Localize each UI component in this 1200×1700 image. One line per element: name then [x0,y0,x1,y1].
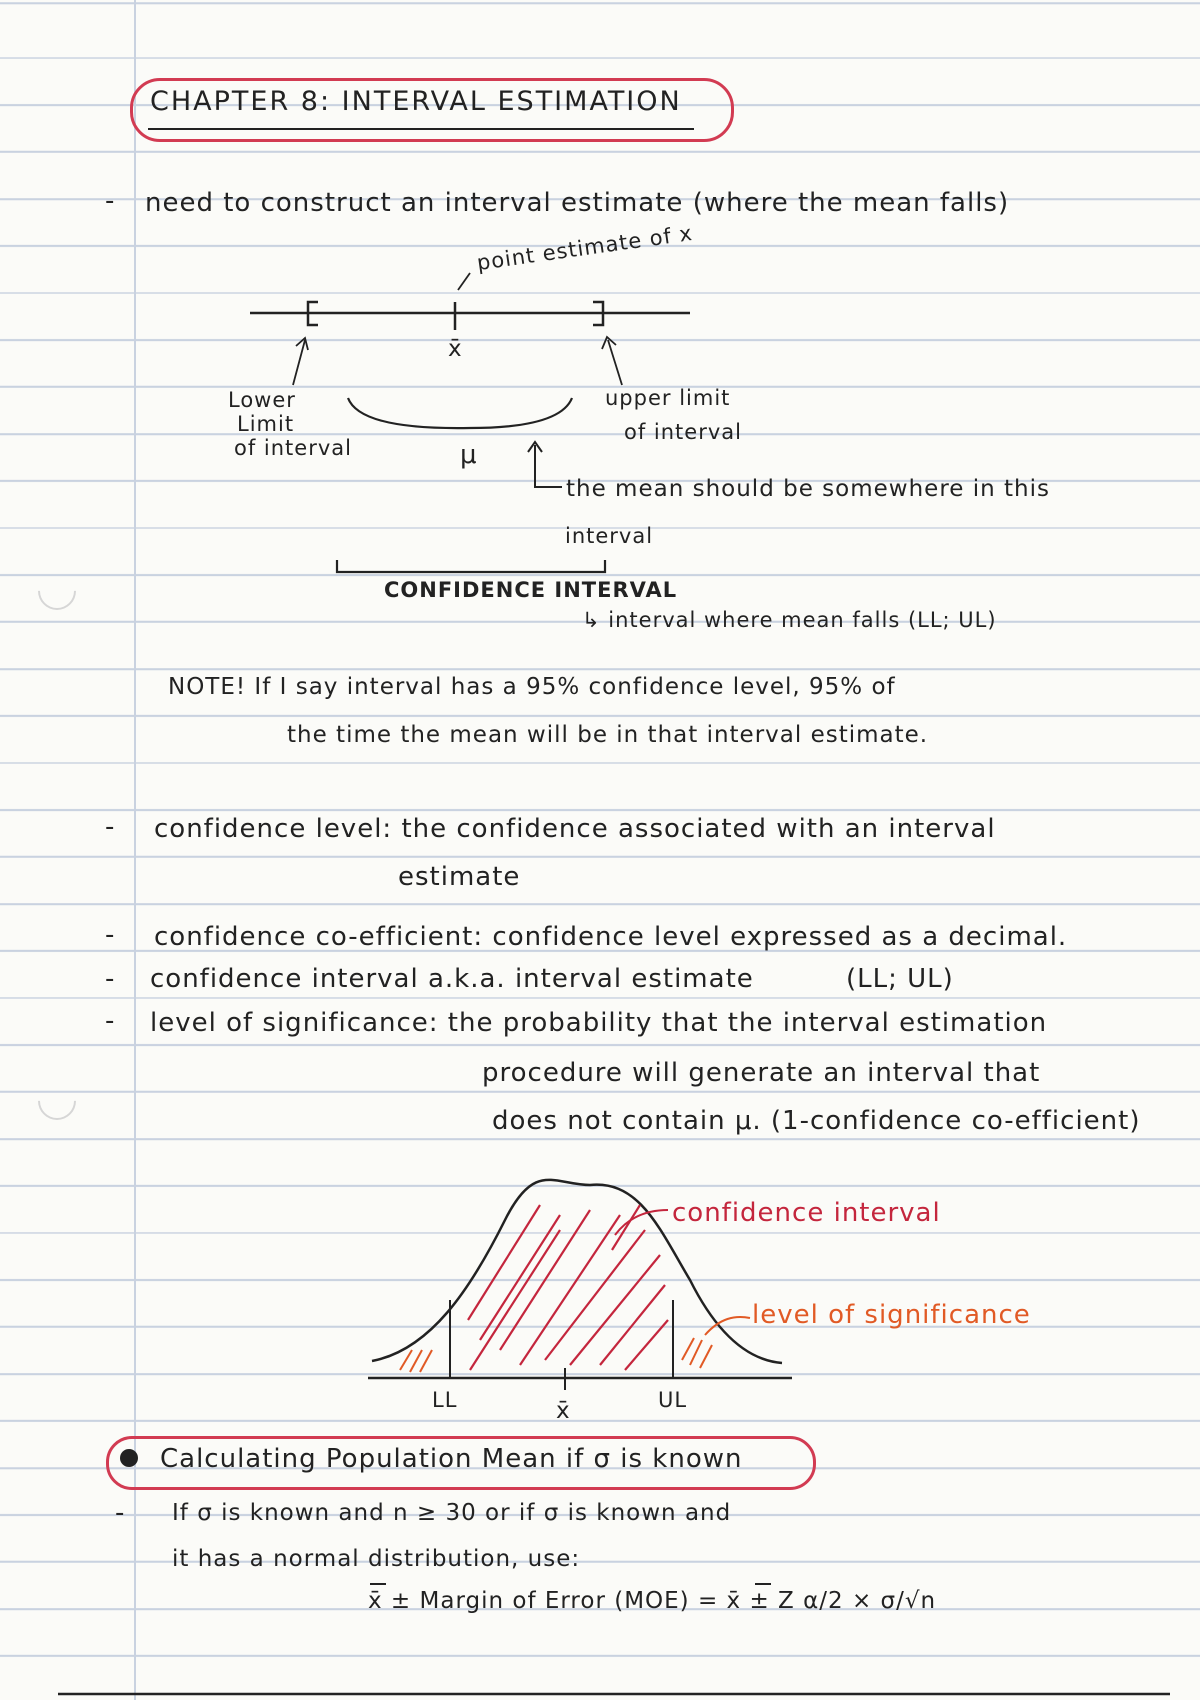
upper-limit-line2: of interval [624,420,742,444]
sig-hatching [400,1338,712,1372]
section-line1: If σ is known and n ≥ 30 or if σ is known and [172,1500,732,1526]
lower-limit-line3: of interval [234,436,352,460]
bullet-dash: - [105,186,115,216]
ll-ul-label: (LL; UL) [846,964,954,994]
lower-limit-line2: Limit [237,412,295,436]
conf-coef-def: confidence co-efficient: confidence level expressed as a decimal. [154,922,1068,952]
curve-ul-label: UL [658,1388,688,1412]
ci-note: ↳ interval where mean falls (LL; UL) [582,608,997,632]
upper-limit-line1: upper limit [605,386,731,410]
sig-pointer [705,1317,750,1335]
lower-limit-line1: Lower [228,388,296,412]
section-title: Calculating Population Mean if σ is known [160,1444,743,1474]
note-line2: the time the mean will be in that interval estimate. [287,722,929,748]
ci-hatching [468,1205,668,1370]
sig-level-def: level of significance: the probability that the interval estimation [150,1008,1048,1038]
mean-note-line2: interval [565,524,654,548]
point-estimate-pointer [458,273,470,290]
curve-sig-label: level of significance [752,1300,1031,1330]
ci-bracket [337,560,605,572]
bullet-dash: - [105,812,115,842]
mean-note-arrow [535,445,562,487]
intro-line: need to construct an interval estimate (where the mean falls) [145,188,1010,218]
conf-level-def: confidence level: the confidence associated with an interval [154,814,996,844]
page-title: CHAPTER 8: INTERVAL ESTIMATION [150,86,682,117]
note-line1: NOTE! If I say interval has a 95% confidence level, 95% of [168,674,896,700]
xbar-label: x̄ [448,336,463,362]
sig-level-def-cont2: does not contain μ. (1-confidence co-efficient) [492,1106,1141,1136]
bullet-dash: - [105,964,115,994]
curve-xbar-label: x̄ [556,1398,571,1424]
section-line2: it has a normal distribution, use: [172,1546,581,1572]
mean-note-line1: the mean should be somewhere in this [566,476,1050,502]
mu-label: μ [460,440,478,470]
point-estimate-label: point estimate of x [475,220,695,276]
curve-ll-label: LL [432,1388,458,1412]
ci-label: CONFIDENCE INTERVAL [384,578,678,602]
formula: x̄ ± Margin of Error (MOE) = x̄ ± Z α/2 × σ/√n [368,1588,937,1614]
sig-level-def-cont1: procedure will generate an interval that [482,1058,1041,1088]
bullet-dash: - [105,920,115,950]
conf-interval-def: confidence interval a.k.a. interval estimate [150,964,754,994]
conf-level-def-cont: estimate [398,862,521,892]
interval-brace [348,398,572,428]
upper-arrow [608,340,622,385]
bullet-dot-icon [120,1449,138,1467]
curve-ci-label: confidence interval [672,1198,941,1228]
bullet-dash: - [105,1006,115,1036]
bullet-dash: - [115,1498,125,1528]
lower-arrow [293,340,305,385]
